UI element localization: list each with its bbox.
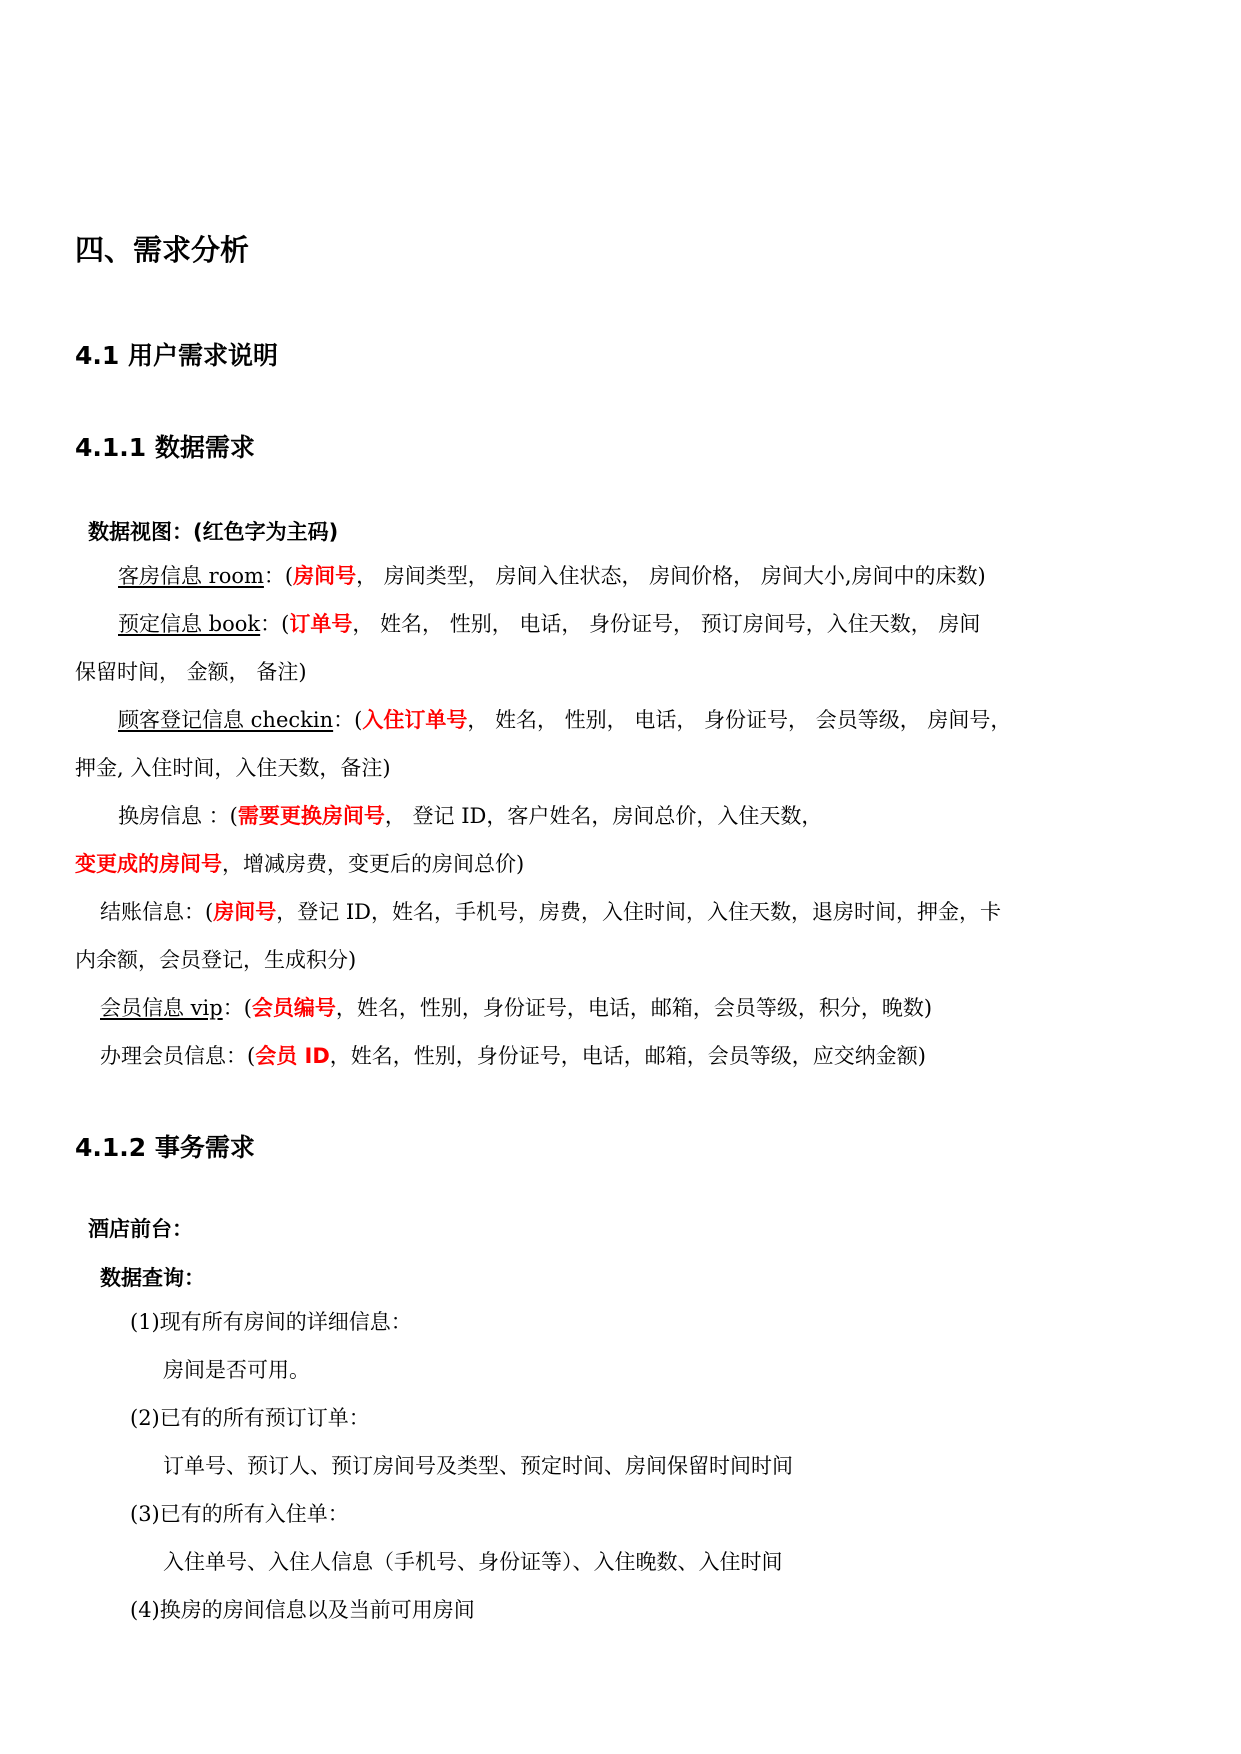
list-item: (2)已有的所有预订订单： bbox=[130, 1406, 370, 1430]
room-primary-key: 房间号 bbox=[293, 564, 357, 588]
change-room-new-key: 变更成的房间号 bbox=[75, 852, 222, 876]
list-item-detail: 入住单号、入住人信息（手机号、身份证等）、入住晚数、入住时间 bbox=[163, 1550, 783, 1574]
change-room-entity-line-cont: 变更成的房间号，增减房费，变更后的房间总价) bbox=[75, 852, 525, 876]
vip-entity-name: 会员信息 vip bbox=[100, 996, 223, 1020]
room-entity-line: 客房信息 room：(房间号， 房间类型， 房间入住状态， 房间价格， 房间大小,房间中的床数) bbox=[118, 564, 986, 588]
book-entity-name: 预定信息 book bbox=[118, 612, 261, 636]
list-item: (3)已有的所有入住单： bbox=[130, 1502, 349, 1526]
change-room-primary-key: 需要更换房间号 bbox=[237, 804, 385, 828]
checkin-entity-line: 顾客登记信息 checkin：(入住订单号， 姓名， 性别， 电话， 身份证号， 会员等级， 房间号， bbox=[118, 708, 1012, 732]
book-entity-line-cont: 保留时间， 金额， 备注) bbox=[75, 660, 307, 684]
list-item: (1)现有所有房间的详细信息： bbox=[130, 1310, 412, 1334]
checkout-entity-name: 结账信息：( bbox=[100, 900, 214, 924]
data-view-label: 数据视图：(红色字为主码) bbox=[88, 520, 339, 544]
list-item-detail: 订单号、预订人、预订房间号及类型、预定时间、房间保留时间时间 bbox=[163, 1454, 793, 1478]
section-heading-4-1-1: 4.1.1 数据需求 bbox=[75, 433, 255, 462]
vip-apply-entity-name: 办理会员信息：( bbox=[100, 1044, 256, 1068]
vip-entity-line: 会员信息 vip：(会员编号，姓名，性别，身份证号，电话，邮箱，会员等级，积分，晚数) bbox=[100, 996, 933, 1020]
data-query-label: 数据查询： bbox=[100, 1266, 205, 1290]
room-entity-name: 客房信息 room bbox=[118, 564, 264, 588]
checkin-primary-key: 入住订单号 bbox=[362, 708, 468, 732]
checkout-entity-line: 结账信息：(房间号，登记 ID，姓名，手机号，房费，入住时间，入住天数，退房时间，押金，卡 bbox=[100, 900, 1002, 924]
checkout-entity-line-cont: 内余额，会员登记，生成积分) bbox=[75, 948, 357, 972]
list-item-detail: 房间是否可用。 bbox=[163, 1358, 310, 1382]
checkin-entity-line-cont: 押金, 入住时间，入住天数，备注) bbox=[75, 756, 391, 780]
change-room-entity-name: 换房信息 ：( bbox=[118, 804, 238, 828]
book-primary-key: 订单号 bbox=[289, 612, 353, 636]
list-item: (4)换房的房间信息以及当前可用房间 bbox=[130, 1598, 475, 1622]
section-heading-4-1-2: 4.1.2 事务需求 bbox=[75, 1133, 255, 1162]
vip-apply-primary-key: 会员 ID bbox=[255, 1044, 330, 1068]
chapter-heading: 四、需求分析 bbox=[75, 233, 250, 267]
checkout-primary-key: 房间号 bbox=[213, 900, 277, 924]
change-room-entity-line: 换房信息 ：(需要更换房间号， 登记 ID，客户姓名，房间总价，入住天数， bbox=[118, 804, 823, 828]
checkin-entity-name: 顾客登记信息 checkin bbox=[118, 708, 334, 732]
vip-apply-entity-line: 办理会员信息：(会员 ID，姓名，性别，身份证号，电话，邮箱，会员等级，应交纳金额) bbox=[100, 1044, 926, 1068]
front-desk-label: 酒店前台： bbox=[88, 1217, 193, 1241]
vip-primary-key: 会员编号 bbox=[251, 996, 336, 1020]
book-entity-line: 预定信息 book：(订单号， 姓名， 性别， 电话， 身份证号， 预订房间号，入住天数， 房间 bbox=[118, 612, 981, 636]
section-heading-4-1: 4.1 用户需求说明 bbox=[75, 341, 278, 370]
